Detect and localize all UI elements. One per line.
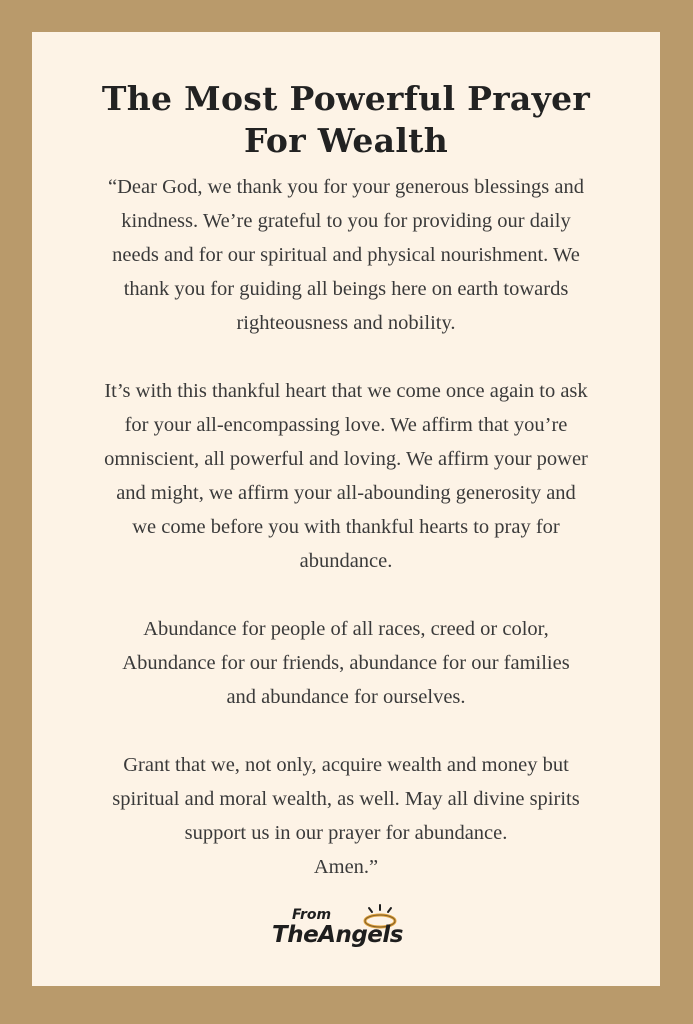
text-line: needs and for our spiritual and physical nourishment. We bbox=[112, 244, 580, 266]
text-line: Grant that we, not only, acquire wealth and money but bbox=[123, 754, 569, 776]
paragraph-2 bbox=[44, 374, 648, 578]
from-the-angels-logo bbox=[272, 904, 422, 964]
page-title bbox=[32, 78, 660, 162]
text-line: Amen.” bbox=[313, 856, 379, 878]
text-line: spiritual and moral wealth, as well. May all divine spirits bbox=[112, 788, 580, 810]
text-line: “Dear God, we thank you for your generous blessings and bbox=[108, 176, 584, 198]
text-line: thank you for guiding all beings here on earth towards bbox=[123, 278, 569, 300]
text-line: kindness. We’re grateful to you for providing our daily bbox=[121, 210, 571, 232]
paragraph-3 bbox=[44, 612, 648, 714]
logo-name-text: TheAngels bbox=[272, 922, 403, 948]
prayer-card bbox=[32, 32, 660, 986]
title-line-2: For Wealth bbox=[243, 121, 449, 160]
text-line: omniscient, all powerful and loving. We affirm your power bbox=[104, 448, 588, 470]
text-line: Abundance for people of all races, creed or color, bbox=[143, 618, 549, 640]
paragraph-4 bbox=[44, 748, 648, 884]
text-line: abundance. bbox=[299, 550, 393, 572]
text-line: support us in our prayer for abundance. bbox=[184, 822, 508, 844]
text-line: It’s with this thankful heart that we come once again to ask bbox=[104, 380, 588, 402]
prayer-body bbox=[44, 170, 648, 884]
text-line: we come before you with thankful hearts to pray for bbox=[132, 516, 560, 538]
logo-from-text: From bbox=[292, 907, 332, 923]
text-line: and might, we affirm your all-abounding generosity and bbox=[116, 482, 576, 504]
text-line: for your all-encompassing love. We affirm that you’re bbox=[124, 414, 568, 436]
title-line-1: The Most Powerful Prayer bbox=[101, 79, 591, 118]
text-line: and abundance for ourselves. bbox=[226, 686, 466, 708]
text-line: Abundance for our friends, abundance for our families bbox=[122, 652, 570, 674]
text-line: righteousness and nobility. bbox=[236, 312, 456, 334]
paragraph-1 bbox=[44, 170, 648, 340]
